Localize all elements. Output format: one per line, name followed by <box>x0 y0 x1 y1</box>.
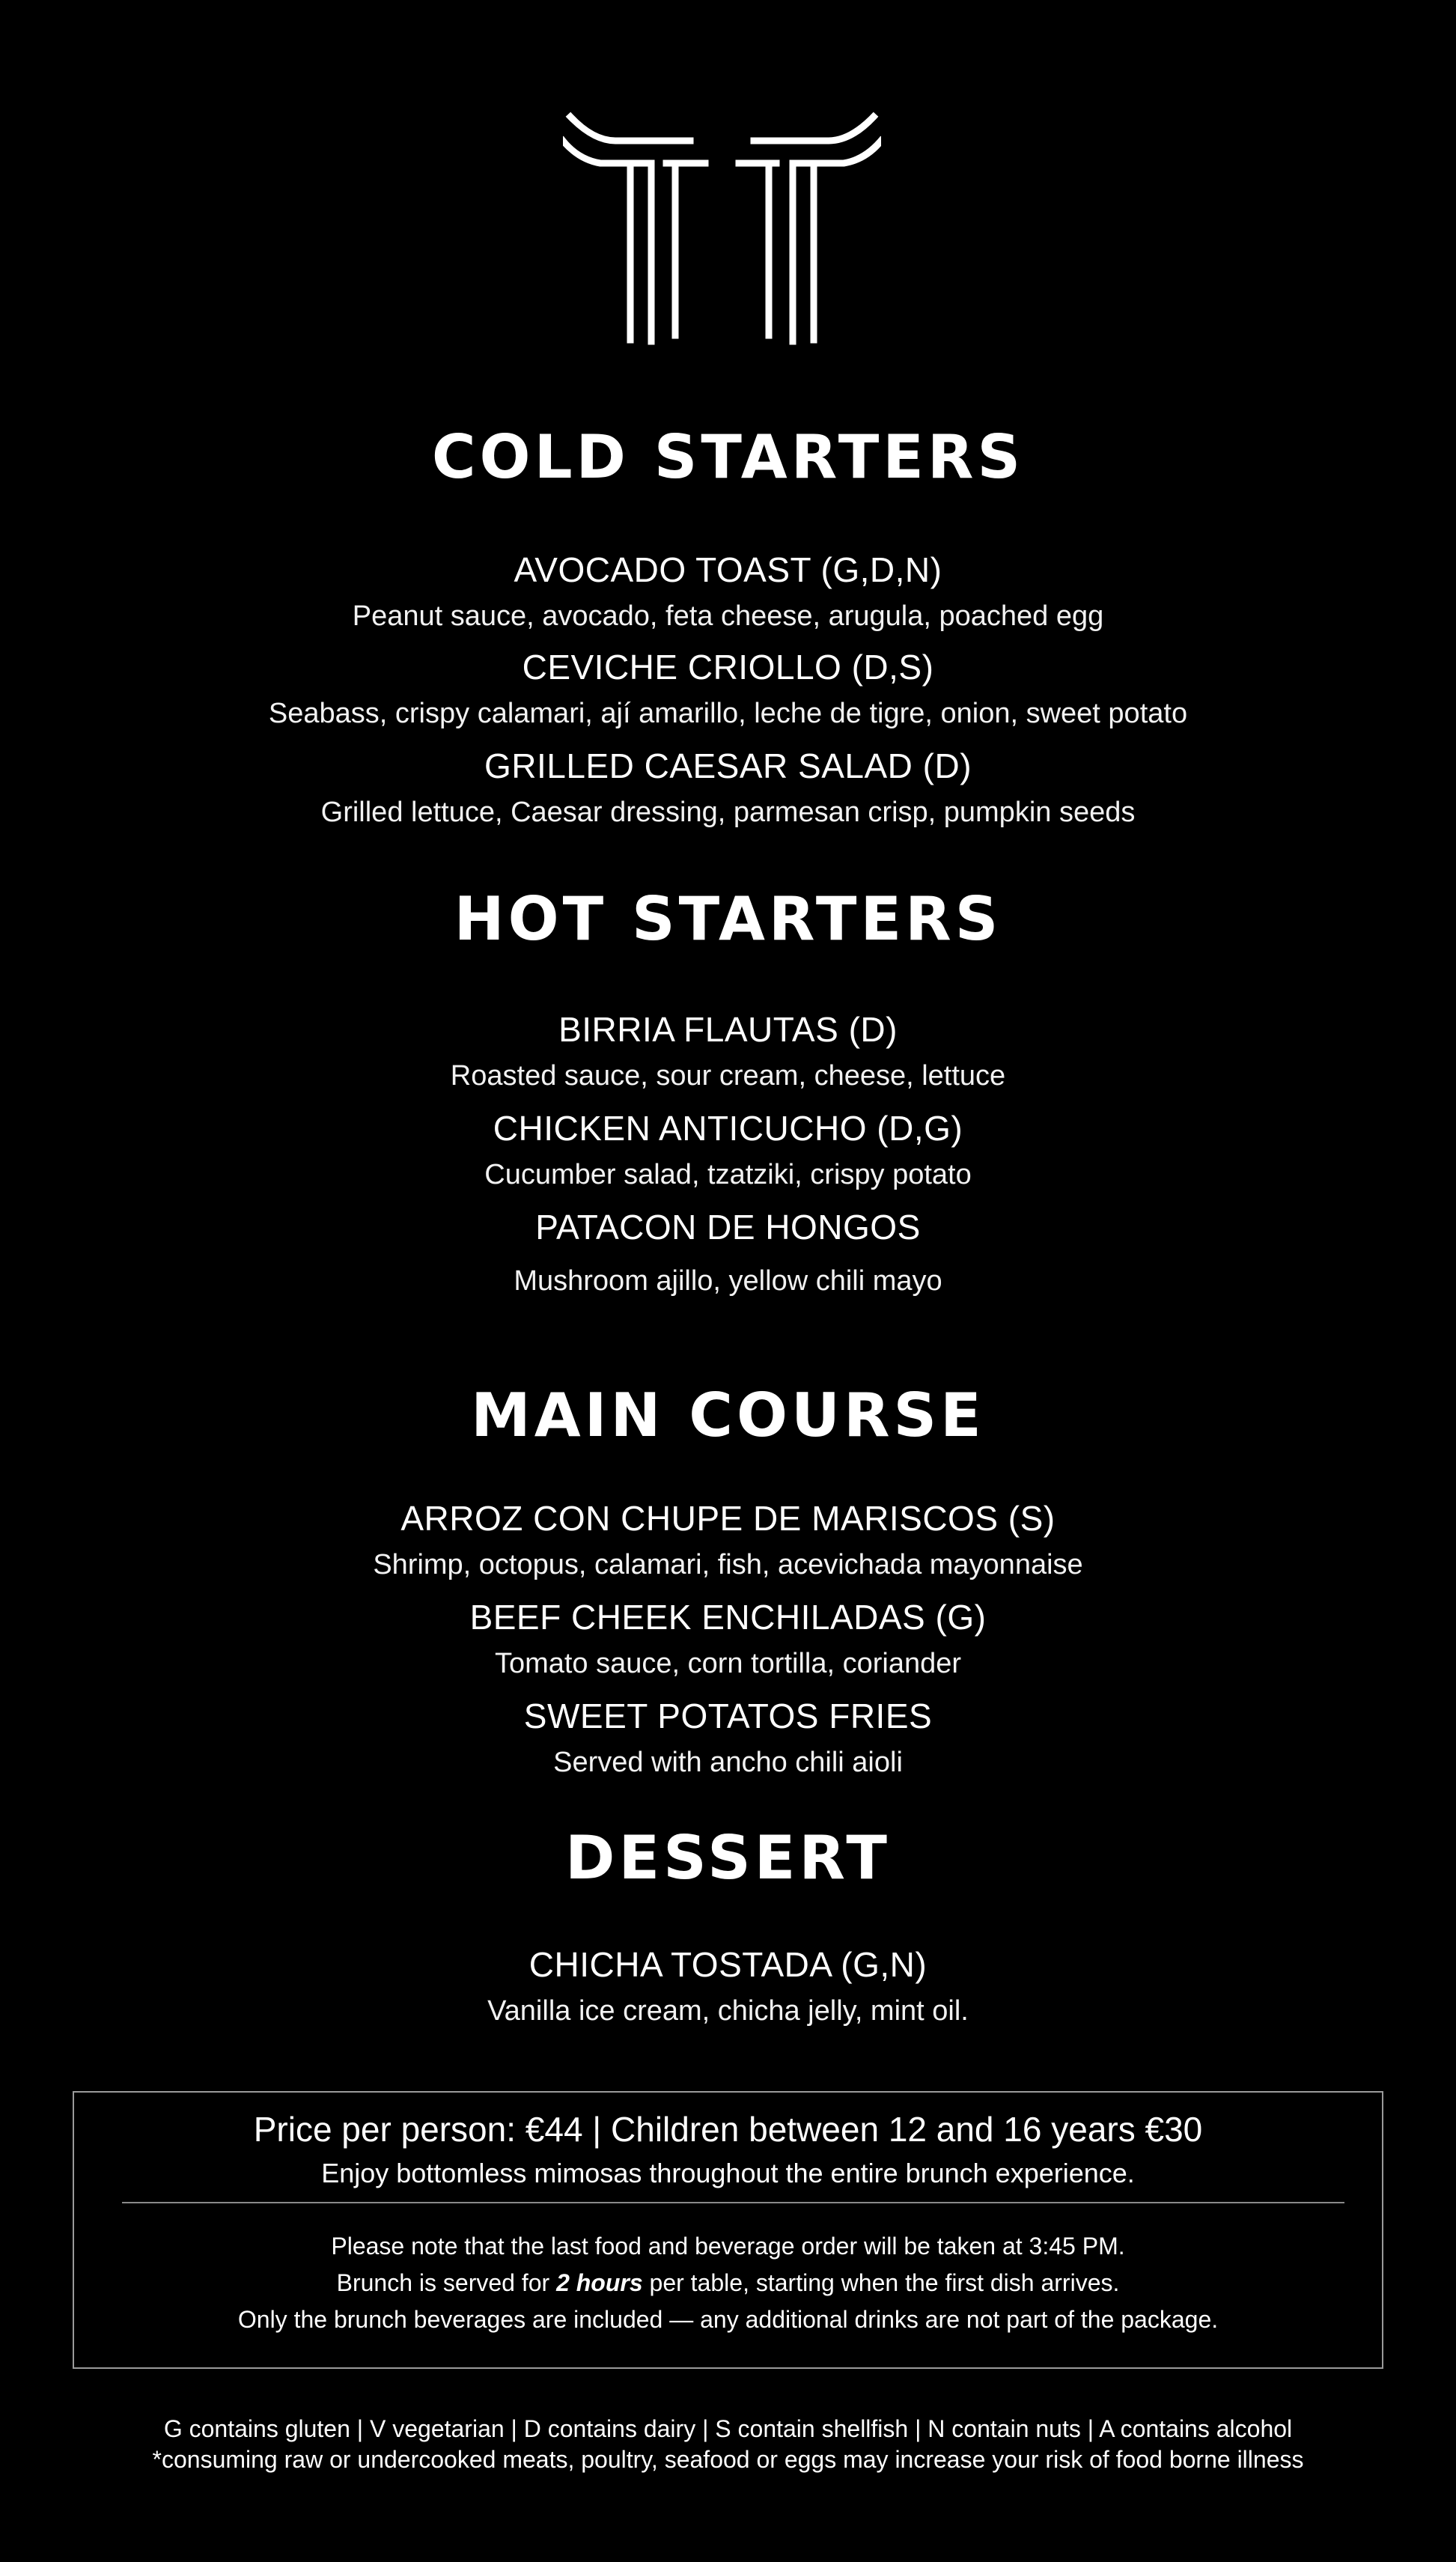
last-order-note: Please note that the last food and beverage order will be taken at 3:45 PM. <box>331 2233 1125 2260</box>
double-t-logo-icon <box>563 111 881 347</box>
menu-item-description: Peanut sauce, avocado, feta cheese, arugula, poached egg <box>352 600 1104 632</box>
menu-item-name: CEVICHE CRIOLLO (D,S) <box>522 648 934 687</box>
menu-item-name: PATACON DE HONGOS <box>535 1208 921 1247</box>
section-title-hot-starters: HOT STARTERS <box>454 884 1002 954</box>
divider <box>122 2202 1344 2203</box>
menu-item-name: BEEF CHEEK ENCHILADAS (G) <box>469 1598 987 1637</box>
menu-item-description: Mushroom ajillo, yellow chili mayo <box>514 1265 942 1297</box>
serving-duration: 2 hours <box>556 2269 643 2296</box>
menu-item-name: CHICKEN ANTICUCHO (D,G) <box>493 1109 963 1148</box>
menu-item-name: SWEET POTATOS FRIES <box>523 1697 933 1735</box>
menu-item-description: Grilled lettuce, Caesar dressing, parmesan crisp, pumpkin seeds <box>320 797 1136 828</box>
menu-item-description: Served with ancho chili aioli <box>553 1747 903 1778</box>
section-title-main-course: MAIN COURSE <box>471 1381 985 1450</box>
food-safety-warning: *consuming raw or undercooked meats, poultry, seafood or eggs may increase your risk of food borne illness <box>152 2446 1304 2473</box>
beverages-note: Only the brunch beverages are included — any additional drinks are not part of the package. <box>237 2306 1219 2333</box>
section-title-cold-starters: COLD STARTERS <box>431 422 1025 492</box>
menu-item-name: GRILLED CAESAR SALAD (D) <box>484 746 972 785</box>
menu-item-description: Vanilla ice cream, chicha jelly, mint oil. <box>487 1995 969 2027</box>
menu-item-name: BIRRIA FLAUTAS (D) <box>558 1010 898 1049</box>
menu-item-description: Roasted sauce, sour cream, cheese, lettuce <box>450 1060 1006 1092</box>
menu-item-description: Shrimp, octopus, calamari, fish, acevichada mayonnaise <box>373 1549 1083 1580</box>
section-title-dessert: DESSERT <box>565 1823 891 1893</box>
serving-time-note: Brunch is served for 2 hours per table, starting when the first dish arrives. <box>336 2269 1120 2296</box>
allergen-legend: G contains gluten | V vegetarian | D contains dairy | S contain shellfish | N contain nuts | A contains alcohol <box>163 2415 1293 2442</box>
menu-item-description: Seabass, crispy calamari, ají amarillo, leche de tigre, onion, sweet potato <box>268 698 1188 729</box>
pricing-info-box <box>73 2091 1383 2369</box>
price-per-person: Price per person: €44 | Children between 12 and 16 years €30 <box>253 2110 1203 2149</box>
bottomless-mimosas-note: Enjoy bottomless mimosas throughout the entire brunch experience. <box>321 2158 1135 2188</box>
menu-item-description: Tomato sauce, corn tortilla, coriander <box>494 1648 962 1679</box>
menu-item-description: Cucumber salad, tzatziki, crispy potato <box>484 1159 972 1190</box>
menu-item-name: AVOCADO TOAST (G,D,N) <box>514 550 942 589</box>
menu-item-name: CHICHA TOSTADA (G,N) <box>529 1945 927 1984</box>
menu-item-name: ARROZ CON CHUPE DE MARISCOS (S) <box>400 1499 1056 1538</box>
